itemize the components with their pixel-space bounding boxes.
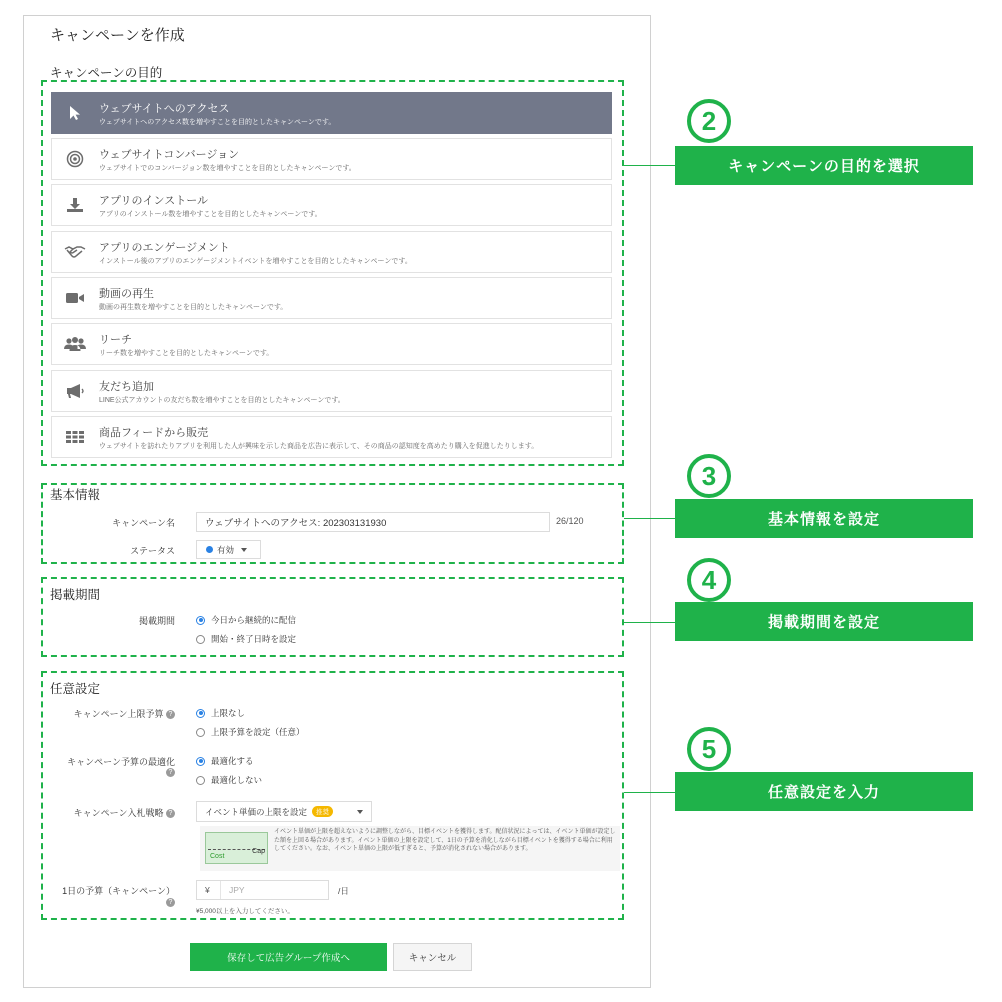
budget-cap-label	[74, 707, 175, 720]
radio-icon	[196, 635, 205, 644]
objective-option[interactable]	[51, 416, 612, 458]
radio-icon	[196, 776, 205, 785]
budget-opt-option-label: 最適化しない	[211, 775, 263, 785]
callout-number-text: 4	[701, 565, 717, 595]
campaign-name-input[interactable]	[196, 512, 550, 532]
objective-title: リーチ	[99, 334, 132, 346]
help-icon[interactable]: ?	[166, 898, 175, 907]
campaign-name-counter: 26/120	[556, 516, 584, 526]
users-icon	[64, 335, 86, 353]
period-option-custom[interactable]	[196, 633, 296, 645]
budget-cap-option-set[interactable]	[196, 726, 305, 738]
callout-number	[685, 556, 733, 604]
callout-connector	[624, 165, 675, 166]
budget-opt-option-off[interactable]	[196, 774, 262, 786]
budget-cap-option-none[interactable]	[196, 707, 245, 719]
callout-label: 掲載期間を設定	[675, 602, 973, 641]
budget-opt-label: キャンペーン予算の最適化	[67, 757, 175, 767]
callout-number	[685, 452, 733, 500]
download-icon	[64, 196, 86, 214]
help-icon[interactable]: ?	[166, 710, 175, 719]
budget-cap-option-label: 上限予算を設定（任意）	[211, 727, 305, 737]
handshake-icon	[64, 243, 86, 261]
chevron-down-icon	[241, 548, 247, 552]
cancel-button[interactable]: キャンセル	[393, 943, 472, 971]
period-label: 掲載期間	[138, 616, 175, 626]
callout-number-text: 2	[701, 106, 717, 136]
page-title: キャンペーンを作成	[50, 27, 185, 44]
objective-option[interactable]	[51, 184, 612, 226]
objective-description: ウェブサイトでのコンバージョン数を増やすことを目的としたキャンペーンです。	[99, 165, 356, 172]
objective-option[interactable]	[51, 370, 612, 412]
help-icon[interactable]: ?	[166, 768, 175, 777]
bid-strategy-label-text: キャンペーン入札戦略	[73, 808, 164, 818]
daily-budget-unit: /日	[338, 886, 349, 896]
cursor-icon	[64, 104, 86, 122]
basic-info-title: 基本情報	[50, 488, 101, 502]
period-highlight-box	[41, 577, 624, 657]
daily-budget-hint: ¥5,000以上を入力してください。	[196, 908, 294, 915]
campaign-name-value: ウェブサイトへのアクセス: 202303131930	[205, 518, 387, 529]
objective-title: アプリのインストール	[99, 195, 209, 207]
status-label: ステータス	[130, 546, 175, 556]
callout-label: キャンペーンの目的を選択	[675, 146, 973, 185]
callout-number	[685, 97, 733, 145]
callout-number	[685, 725, 733, 773]
bid-strategy-value: イベント単価の上限を設定	[205, 806, 308, 817]
help-icon[interactable]: ?	[166, 809, 175, 818]
callout-label: 任意設定を入力	[675, 772, 973, 811]
radio-selected-icon	[196, 616, 205, 625]
daily-budget-label: 1日の予算（キャンペーン）	[62, 886, 175, 896]
explanation-text: イベント単価が上限を超えないように調整しながら、目標イベントを獲得します。配信状況によっては、イベント単価が設定した額を上回る場合があります。イベント単価の上限を設定して、1日の予算を消化しながら目標イベントを獲得する場合に利用してください。なお、イベント単価の上限が低すぎると、予算が消化されない場合があります。	[274, 829, 616, 853]
callout-connector	[624, 792, 675, 793]
objective-description: 動画の再生数を増やすことを目的としたキャンペーンです。	[99, 304, 288, 311]
budget-opt-option-on[interactable]	[196, 755, 254, 767]
period-option-continuous[interactable]	[196, 614, 296, 626]
daily-budget-placeholder: JPY	[229, 885, 245, 895]
save-and-create-adgroup-button[interactable]: 保存して広告グループ作成へ	[190, 943, 387, 971]
objective-description: インストール後のアプリのエンゲージメントイベントを増やすことを目的としたキャンペーンです。	[99, 258, 412, 265]
budget-cap-label-text: キャンペーン上限予算	[73, 709, 164, 719]
objective-section-title: キャンペーンの目的	[50, 66, 163, 80]
objective-title: 商品フィードから販売	[99, 427, 209, 439]
bid-strategy-select[interactable]	[196, 801, 372, 822]
period-title: 掲載期間	[50, 588, 101, 602]
objective-title: ウェブサイトへのアクセス	[99, 103, 230, 115]
callout-connector	[624, 622, 675, 623]
status-dot-icon	[206, 546, 213, 553]
currency-symbol: ¥	[205, 885, 210, 895]
chevron-down-icon	[357, 810, 363, 814]
recommended-badge: 推奨	[312, 806, 333, 817]
callout-number-text: 5	[701, 734, 717, 764]
objective-title: ウェブサイトコンバージョン	[99, 149, 240, 161]
status-value: 有効	[217, 544, 235, 555]
period-option-label: 開始・終了日時を設定	[211, 634, 297, 644]
status-dropdown[interactable]	[196, 540, 261, 559]
radio-selected-icon	[196, 709, 205, 718]
input-separator	[220, 881, 221, 899]
objective-title: 友だち追加	[99, 381, 154, 393]
objective-description: リーチ数を増やすことを目的としたキャンペーンです。	[99, 350, 274, 357]
grid-icon	[64, 428, 86, 446]
objective-option[interactable]	[51, 138, 612, 180]
budget-cap-option-label: 上限なし	[211, 708, 246, 718]
radio-selected-icon	[196, 757, 205, 766]
campaign-name-label: キャンペーン名	[112, 518, 175, 528]
objective-option[interactable]	[51, 277, 612, 319]
bid-strategy-label	[74, 806, 175, 819]
daily-budget-input[interactable]	[196, 880, 329, 900]
objective-description: アプリのインストール数を増やすことを目的としたキャンペーンです。	[99, 211, 322, 218]
radio-icon	[196, 728, 205, 737]
objective-description: ウェブサイトへのアクセス数を増やすことを目的としたキャンペーンです。	[99, 119, 336, 126]
video-icon	[64, 289, 86, 307]
objective-option[interactable]	[51, 92, 612, 134]
optional-title: 任意設定	[50, 682, 101, 696]
objective-title: 動画の再生	[99, 288, 154, 300]
objective-description: ウェブサイトを訪れたりアプリを利用した人が興味を示した商品を広告に表示して、その商品の認知度を高めたり購入を促進したりします。	[99, 443, 539, 450]
objective-description: LINE公式アカウントの友だち数を増やすことを目的としたキャンペーンです。	[99, 397, 345, 404]
callout-connector	[624, 518, 675, 519]
bid-cap-illustration	[205, 832, 268, 864]
target-icon	[64, 150, 86, 168]
period-option-label: 今日から継続的に配信	[211, 615, 297, 625]
objective-option[interactable]	[51, 231, 612, 273]
budget-opt-option-label: 最適化する	[211, 756, 254, 766]
cost-text: Cost	[210, 853, 225, 860]
bid-strategy-explanation	[200, 826, 620, 871]
objective-option[interactable]	[51, 323, 612, 365]
callout-number-text: 3	[701, 461, 717, 491]
callout-label: 基本情報を設定	[675, 499, 973, 538]
megaphone-icon	[64, 382, 86, 400]
objective-title: アプリのエンゲージメント	[99, 242, 230, 254]
cap-text: Cap	[252, 848, 265, 855]
